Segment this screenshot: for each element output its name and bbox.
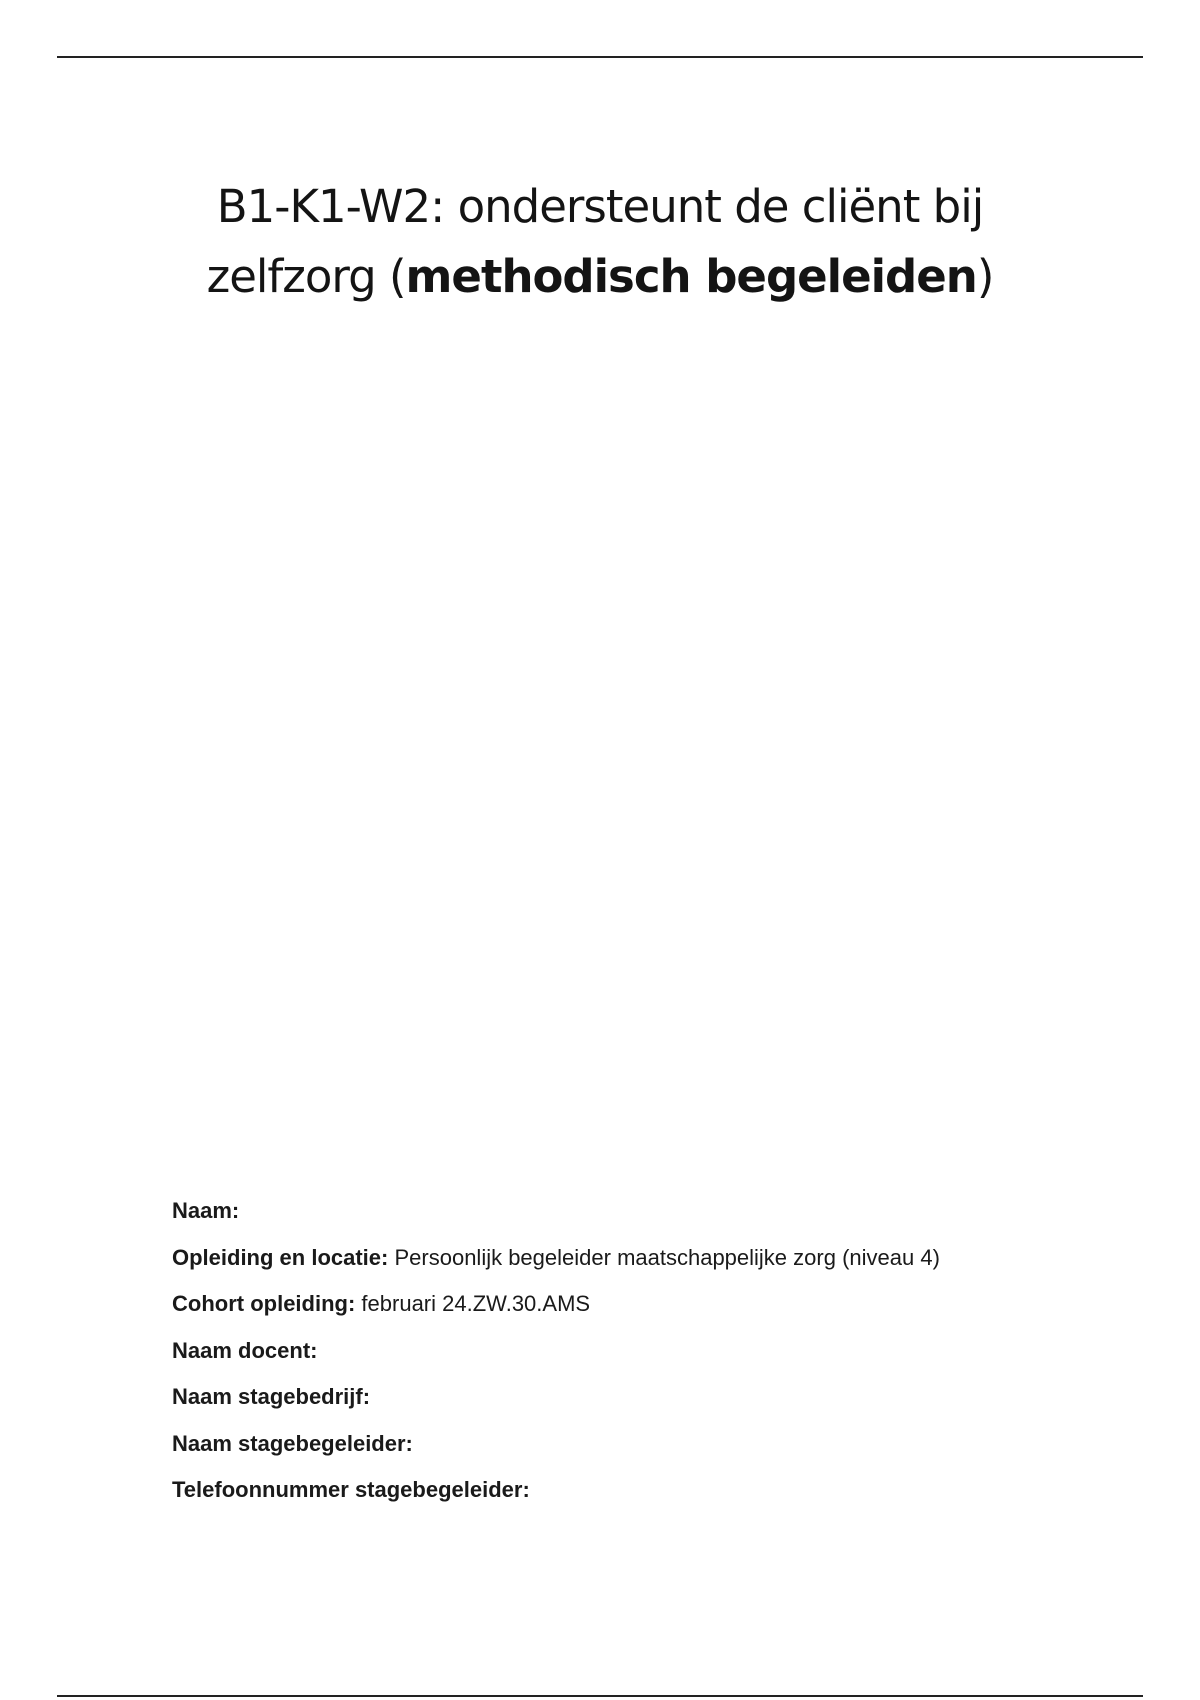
field-label: Naam stagebedrijf: (172, 1384, 371, 1409)
bottom-rule (57, 1695, 1143, 1697)
field-label: Naam stagebegeleider: (172, 1430, 413, 1456)
field-value: februari 24.ZW.30.AMS (361, 1291, 591, 1316)
field-label: Naam: (172, 1198, 240, 1223)
field-naam-docent (172, 1336, 1132, 1383)
field-cohort-opleiding (172, 1289, 1132, 1336)
title-suffix: ) (976, 250, 994, 303)
document-title (150, 172, 1050, 312)
field-naam-stagebedrijf (172, 1382, 1132, 1429)
student-info (172, 1196, 1132, 1522)
title-prefix: B1-K1-W2: ondersteunt de cliënt bij zelfzorg ( (206, 180, 984, 303)
field-label: Naam docent: (172, 1337, 318, 1363)
top-rule (57, 56, 1143, 58)
field-label: Cohort opleiding: (172, 1291, 356, 1316)
field-value: Persoonlijk begeleider maatschappelijke zorg (niveau 4) (394, 1244, 940, 1270)
field-label: Telefoonnummer stagebegeleider: (172, 1477, 530, 1502)
field-label: Opleiding en locatie: (172, 1244, 389, 1270)
title-bold: methodisch begeleiden (405, 250, 977, 303)
field-opleiding-locatie (172, 1243, 1132, 1290)
field-telefoonnummer-stagebegeleider (172, 1475, 1132, 1522)
field-naam (172, 1196, 1132, 1243)
field-naam-stagebegeleider (172, 1429, 1132, 1476)
